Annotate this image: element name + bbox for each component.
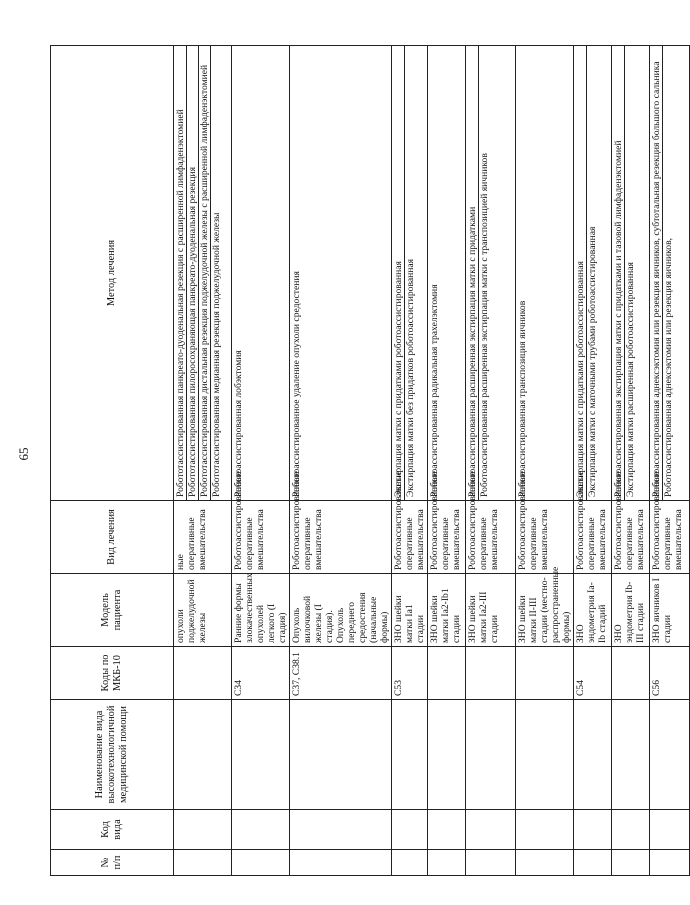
model-cell: ЗНО шейки матки II-III стадии (местно-распространенные формы): [516, 574, 574, 647]
table-row: [290, 46, 392, 876]
num-cell: [574, 850, 612, 876]
header-row: [51, 46, 174, 876]
type-cell: Роботоассистированные оперативные вмешательства: [232, 501, 290, 574]
type-cell: Роботоассистированные оперативные вмешательства: [574, 501, 612, 574]
code-cell: [466, 810, 516, 850]
page-number: 65: [16, 447, 31, 461]
icd-cell: [516, 647, 574, 700]
method-item: Роботоассистированная расширенная экстирпация матки с придатками: [467, 206, 478, 497]
method-item: Экстирпация матки расширенная роботоассистированная: [624, 46, 636, 500]
code-cell: [392, 810, 428, 850]
num-cell: [174, 850, 232, 876]
table-row: [428, 46, 466, 876]
header-type: Вид лечения: [51, 501, 174, 574]
model-cell: опухоли поджелудочной железы: [174, 574, 232, 647]
icd-cell: C34: [232, 647, 290, 700]
table-row: [574, 46, 612, 876]
num-cell: [466, 850, 516, 876]
method-item: Роботоассистированное удаление опухоли средостения: [291, 271, 302, 497]
table-row: [174, 46, 232, 876]
method-cell: [650, 46, 690, 501]
method-cell: [174, 46, 232, 501]
name-cell: [650, 700, 690, 810]
type-cell: Роботоассистированные оперативные вмешательства: [290, 501, 392, 574]
icd-cell: C37, C38.1: [290, 647, 392, 700]
method-item: Роботоассистированная аднексэктомия или резекция яичников, субтотальная резекция большого сальника: [651, 61, 662, 497]
method-cell: [392, 46, 428, 501]
num-cell: [290, 850, 392, 876]
method-item: Робототассистированная медианная резекция поджелудочной железы: [210, 46, 222, 500]
name-cell: [516, 700, 574, 810]
rotated-page: [50, 46, 684, 876]
type-cell: Роботоассистированные оперативные вмешательства: [516, 501, 574, 574]
method-item: Экстирпация матки с маточными трубами роботоассистированная: [586, 46, 598, 500]
code-cell: [174, 810, 232, 850]
method-cell: [428, 46, 466, 501]
name-cell: [574, 700, 612, 810]
method-item: Робототассистированная пилоросохраняющая панкреато-дуоденальная резекция: [186, 46, 198, 500]
header-num: № п/п: [51, 850, 174, 876]
name-cell: [466, 700, 516, 810]
icd-cell: C53: [392, 647, 428, 700]
code-cell: [428, 810, 466, 850]
type-cell: Роботоассистированные оперативные вмешательства: [612, 501, 650, 574]
name-cell: [612, 700, 650, 810]
model-cell: Опухоль вилочковой железы (I стадия). Опухоль переднего средостения (начальные формы): [290, 574, 392, 647]
model-cell: ЗНО яичников I стадии: [650, 574, 690, 647]
num-cell: [232, 850, 290, 876]
method-item: Роботоассистированная расширенная экстирпация матки с транспозицией яичников: [478, 46, 490, 500]
treatment-table: [50, 45, 690, 876]
num-cell: [428, 850, 466, 876]
name-cell: [174, 700, 232, 810]
num-cell: [516, 850, 574, 876]
model-cell: ЗНО шейки матки Ia2-Ib1 стадии: [428, 574, 466, 647]
model-cell: ЗНО шейки матки Ia2-III стадии: [466, 574, 516, 647]
type-cell: Роботоассистированные оперативные вмешательства: [466, 501, 516, 574]
method-cell: [574, 46, 612, 501]
header-model: Модель пациента: [51, 574, 174, 647]
table-row: [650, 46, 690, 876]
name-cell: [392, 700, 428, 810]
type-cell: Роботоассистированные оперативные вмешательства: [650, 501, 690, 574]
model-cell: ЗНО шейки матки Ia1 стадии: [392, 574, 428, 647]
header-code: Код вида: [51, 810, 174, 850]
code-cell: [516, 810, 574, 850]
method-cell: [290, 46, 392, 501]
method-cell: [612, 46, 650, 501]
method-item: Роботоассистированная лобэктомия: [233, 350, 244, 497]
icd-cell: [428, 647, 466, 700]
method-item: Робототассистированная дистальная резекция поджелудочной железы с расширенной лимфаденэктомией: [198, 46, 210, 500]
method-item: Экстирпация матки с придатками роботоассистированная: [393, 261, 404, 497]
table-row: [612, 46, 650, 876]
code-cell: [290, 810, 392, 850]
icd-cell: [612, 647, 650, 700]
method-item: Роботоассистированная аднексэктомия или резекция яичников,: [662, 46, 674, 500]
model-cell: ЗНО эндометрия Ia-Ib стадий: [574, 574, 612, 647]
icd-cell: C56: [650, 647, 690, 700]
code-cell: [612, 810, 650, 850]
model-cell: ЗНО эндометрия Ib-III стадии: [612, 574, 650, 647]
type-cell: Роботоассистированные оперативные вмешательства: [428, 501, 466, 574]
type-cell: Роботоассистированные оперативные вмешательства: [392, 501, 428, 574]
header-icd: Коды по МКБ-10: [51, 647, 174, 700]
header-method: Метод лечения: [51, 46, 174, 501]
method-item: Экстирпация матки с придатками роботоассистированная: [575, 261, 586, 497]
code-cell: [232, 810, 290, 850]
method-item: Экстирпация матки без придатков роботоассистированная: [404, 46, 416, 500]
method-cell: [466, 46, 516, 501]
icd-cell: [466, 647, 516, 700]
header-name: Наименование вида высокотехнологичной медицинской помощи: [51, 700, 174, 810]
table-row: [466, 46, 516, 876]
icd-cell: [174, 647, 232, 700]
num-cell: [392, 850, 428, 876]
table-row: [232, 46, 290, 876]
method-cell: [232, 46, 290, 501]
name-cell: [428, 700, 466, 810]
method-item: Роботоассистированная транспозиция яичников: [517, 300, 528, 497]
table-row: [516, 46, 574, 876]
code-cell: [650, 810, 690, 850]
code-cell: [574, 810, 612, 850]
num-cell: [612, 850, 650, 876]
method-item: Роботоассистированная радикальная трахелэктомия: [429, 284, 440, 497]
num-cell: [650, 850, 690, 876]
icd-cell: C54: [574, 647, 612, 700]
model-cell: Ранние формы злокачественных опухолей легкого (I стадия): [232, 574, 290, 647]
type-cell: ные оперативные вмешательства: [174, 501, 232, 574]
table-row: [392, 46, 428, 876]
name-cell: [290, 700, 392, 810]
name-cell: [232, 700, 290, 810]
method-cell: [516, 46, 574, 501]
method-item: Робототассистированная панкреато-дуоденальная резекция с расширенной лимфаденэктомией: [175, 109, 186, 497]
method-item: Роботоассистированная экстирпация матки с придатками и тазовой лимфаденэктомией: [613, 140, 624, 497]
